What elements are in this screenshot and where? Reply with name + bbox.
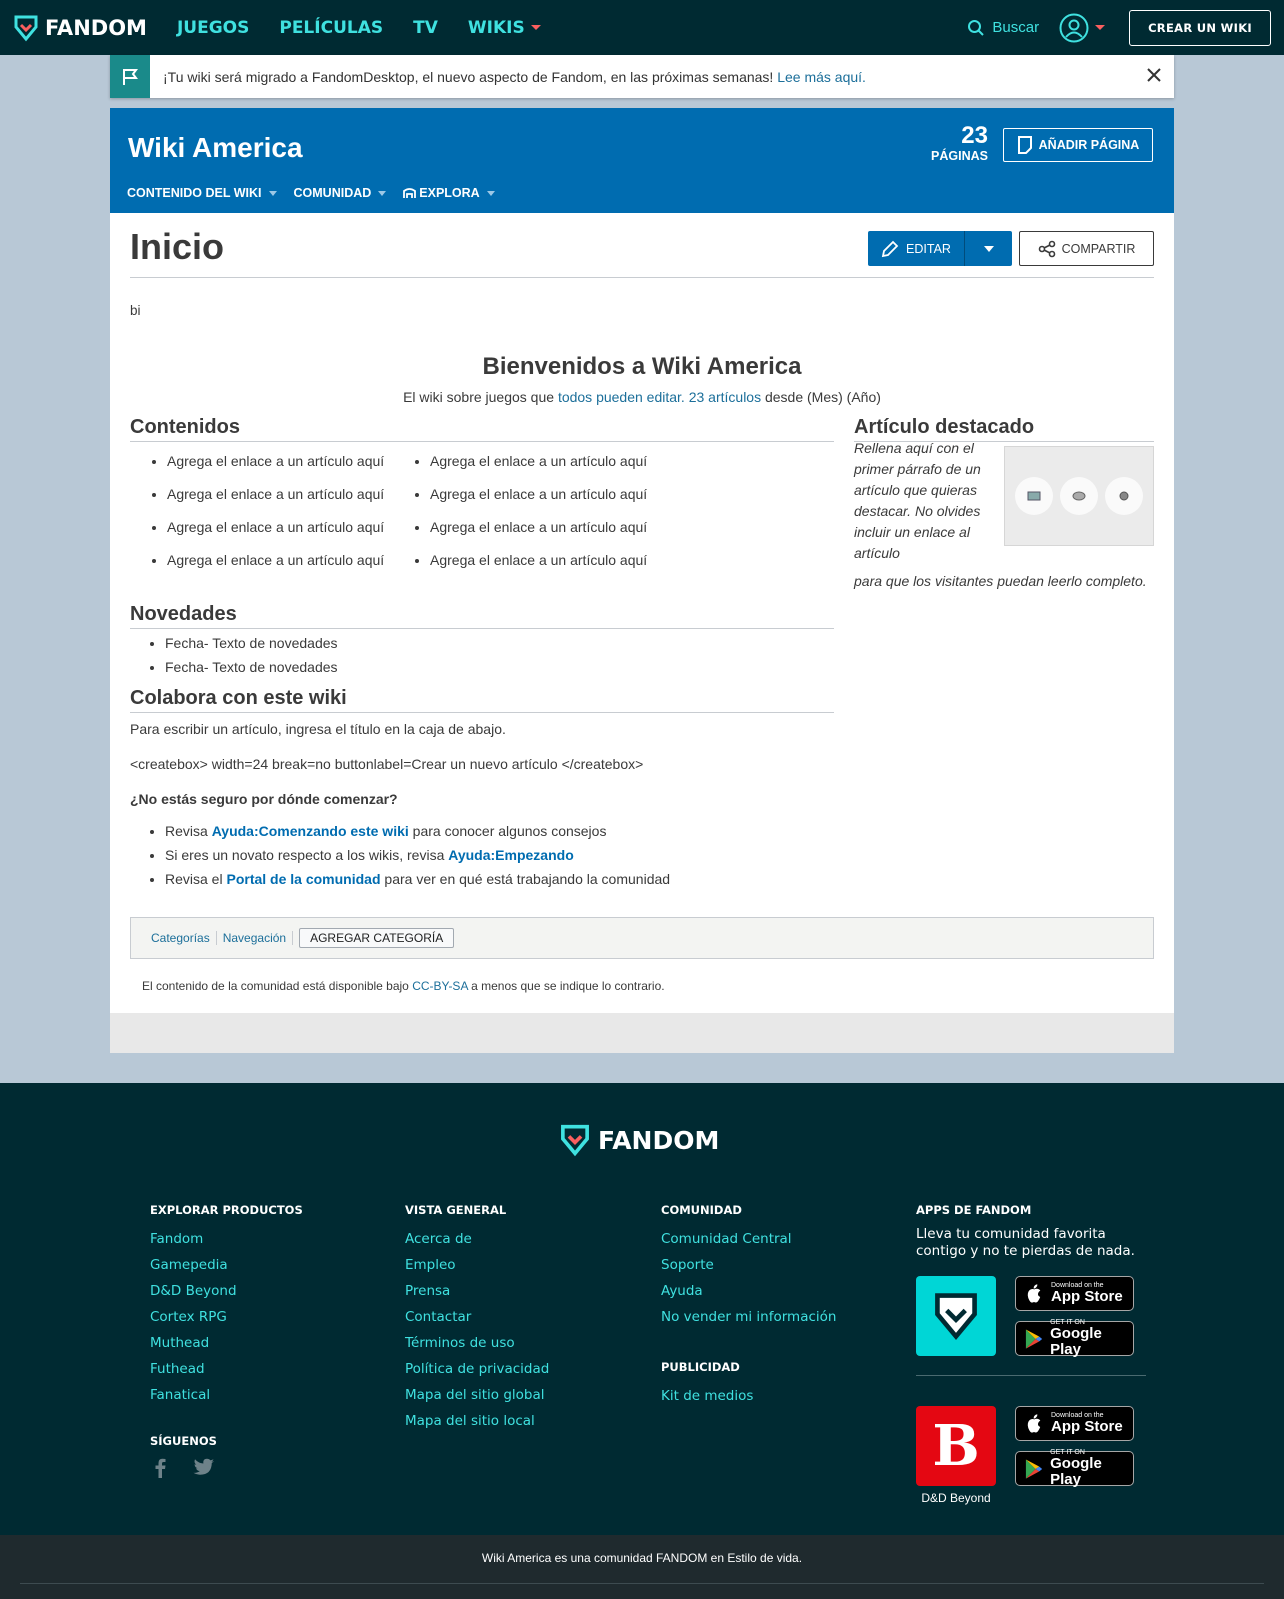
license-post: a menos que se indique lo contrario. <box>471 979 665 993</box>
featured-text: Rellena aquí con el primer párrafo de un artículo que quieras destacar. No olvides incluir un enlace al artículo <box>854 440 981 561</box>
footer-link-ddb[interactable]: D&D Beyond <box>150 1283 237 1299</box>
wiki-nav-explore-label: EXPLORA <box>419 186 480 200</box>
add-page-button[interactable] <box>1003 128 1153 162</box>
list-item[interactable]: • Agrega el enlace a un artículo aquí <box>167 486 430 502</box>
wiki-nav-content[interactable] <box>127 186 277 200</box>
edit-label: EDITAR <box>906 241 951 256</box>
footer-link-local-sitemap[interactable]: Mapa del sitio local <box>405 1413 535 1429</box>
user-menu[interactable] <box>1059 13 1105 43</box>
wiki-header <box>110 108 1174 213</box>
featured-text-end: para que los visitantes puedan leerlo completo. <box>854 573 1147 589</box>
edit-dropdown-button[interactable] <box>964 231 1012 266</box>
footer-link-careers[interactable]: Empleo <box>405 1257 456 1273</box>
add-page-label: AÑADIR PÁGINA <box>1038 138 1140 152</box>
categories-link[interactable]: Categorías <box>151 931 217 945</box>
explore-icon <box>403 188 416 199</box>
footer-apps <box>916 1203 1136 1260</box>
ddb-label: D&D Beyond <box>921 1491 991 1505</box>
footer-link-about[interactable]: Acerca de <box>405 1231 472 1247</box>
ddb-logo-icon: B <box>932 1413 980 1479</box>
nav-wikis-label: WIKIS <box>467 17 525 38</box>
search-icon <box>967 19 985 37</box>
footer-link-futhead[interactable]: Futhead <box>150 1361 205 1377</box>
intro-text: bi <box>130 303 141 318</box>
advertising-heading: PUBLICIDAD <box>661 1360 740 1374</box>
contents-list <box>167 453 670 568</box>
subtitle-post: desde (Mes) (Año) <box>764 389 881 405</box>
footer-bottom-bar <box>0 1535 1284 1599</box>
twitter-icon[interactable] <box>192 1457 216 1479</box>
wiki-nav-community-label: COMUNIDAD <box>293 186 372 200</box>
badge-small-text: GET IT ON <box>1050 1449 1085 1456</box>
list-item[interactable]: • Agrega el enlace a un artículo aquí <box>430 486 670 502</box>
share-label: COMPARTIR <box>1061 241 1136 256</box>
help-pre: Revisa <box>165 823 208 839</box>
footer-link-do-not-sell[interactable]: No vender mi información <box>661 1309 837 1325</box>
subtitle-pre: El wiki sobre juegos que <box>403 389 555 405</box>
footer-link-fanatical[interactable]: Fanatical <box>150 1387 211 1403</box>
createbox-text: <createbox> width=24 break=no buttonlabel=Crear un nuevo artículo </createbox> <box>130 756 644 772</box>
list-item[interactable]: • Agrega el enlace a un artículo aquí <box>167 552 430 568</box>
wiki-nav-explore[interactable] <box>403 186 494 200</box>
license-link[interactable]: CC-BY-SA <box>412 979 468 993</box>
list-item <box>165 823 670 839</box>
facebook-icon[interactable] <box>150 1457 170 1479</box>
fandom-heart-icon <box>12 14 40 42</box>
category-bar <box>130 917 1154 959</box>
chevron-down-icon <box>1095 25 1105 30</box>
banner-text: ¡Tu wiki será migrado a FandomDesktop, el nuevo aspecto de Fandom, en las próximas semanas! <box>163 68 774 85</box>
list-item[interactable]: • Agrega el enlace a un artículo aquí <box>430 453 670 469</box>
wiki-title[interactable]: Wiki America <box>128 132 303 163</box>
footer-link-help[interactable]: Ayuda <box>661 1283 703 1299</box>
fandom-google-play-button[interactable] <box>1015 1321 1134 1356</box>
article-content <box>110 213 1174 1013</box>
create-wiki-button[interactable]: CREAR UN WIKI <box>1129 10 1271 46</box>
share-button[interactable] <box>1019 231 1154 266</box>
list-item <box>165 847 670 863</box>
list-item <box>165 871 670 887</box>
footer-link-terms[interactable]: Términos de uso <box>405 1335 515 1351</box>
nav-tv[interactable]: TV <box>413 17 438 38</box>
wiki-nav-community[interactable] <box>294 186 387 200</box>
fandom-logo-text: FANDOM <box>45 15 147 40</box>
list-item: • Fecha- Texto de novedades <box>165 635 338 651</box>
user-avatar-icon <box>1059 13 1089 43</box>
footer-community <box>661 1203 836 1409</box>
migration-banner <box>110 55 1174 98</box>
license-text <box>142 979 665 993</box>
not-sure-question: ¿No estás seguro por dónde comenzar? <box>130 791 398 807</box>
list-item[interactable]: • Agrega el enlace a un artículo aquí <box>167 519 430 535</box>
ddb-app-icon[interactable] <box>916 1406 996 1486</box>
page-count: 23 <box>961 122 988 149</box>
list-item[interactable]: • Agrega el enlace a un artículo aquí <box>430 552 670 568</box>
badge-big-text: App Store <box>1051 1418 1123 1435</box>
edit-button[interactable] <box>868 231 964 266</box>
pencil-icon <box>881 240 899 258</box>
footer-link-contact[interactable]: Contactar <box>405 1309 472 1325</box>
footer-explore-products <box>150 1203 303 1479</box>
search-button[interactable] <box>967 19 1039 37</box>
help-pre: Revisa el <box>165 871 223 887</box>
badge-small-text: Download on the <box>1051 1412 1104 1419</box>
nav-games[interactable]: JUEGOS <box>176 17 250 38</box>
welcome-subtitle <box>110 389 1174 405</box>
add-category-button[interactable]: AGREGAR CATEGORÍA <box>299 928 454 948</box>
license-pre: El contenido de la comunidad está disponible bajo <box>142 979 409 993</box>
top-navigation <box>0 0 1284 55</box>
nav-wikis[interactable] <box>468 18 541 38</box>
title-divider <box>130 277 1154 278</box>
help-post: para ver en qué está trabajando la comunidad <box>384 871 671 887</box>
google-play-icon <box>1024 1328 1043 1350</box>
footer-link-privacy[interactable]: Política de privacidad <box>405 1361 550 1377</box>
news-heading: Novedades <box>130 603 834 629</box>
fandom-logo[interactable] <box>12 14 147 42</box>
featured-heading: Artículo destacado <box>854 416 1154 442</box>
banner-read-more-link[interactable]: Lee más aquí. <box>777 68 866 85</box>
wiki-nav-content-label: CONTENIDO DEL WIKI <box>127 186 262 200</box>
badge-big-text: Google Play <box>1050 1455 1102 1488</box>
ddb-app-store-button[interactable] <box>1015 1406 1134 1441</box>
footer-link-media-kit[interactable]: Kit de medios <box>661 1388 754 1404</box>
community-note: Wiki America es una comunidad FANDOM en Estilo de vida. <box>481 1551 803 1565</box>
gallery-icon <box>1060 477 1098 515</box>
fandom-app-icon[interactable] <box>916 1276 996 1356</box>
list-item[interactable]: • Agrega el enlace a un artículo aquí <box>430 519 670 535</box>
video-icon <box>1105 477 1143 515</box>
badge-small-text: GET IT ON <box>1050 1319 1085 1326</box>
bottom-divider <box>20 1583 1264 1584</box>
footer-link-support[interactable]: Soporte <box>661 1257 714 1273</box>
nav-movies[interactable]: PELÍCULAS <box>279 17 384 38</box>
site-footer <box>0 1083 1284 1535</box>
help-list <box>165 823 670 895</box>
footer-link-fandom[interactable]: Fandom <box>150 1231 204 1247</box>
chevron-down-icon <box>378 191 386 196</box>
footer-overview <box>405 1203 549 1434</box>
badge-small-text: Download on the <box>1051 1282 1104 1289</box>
image-icon <box>1015 477 1053 515</box>
banner-message <box>163 69 866 85</box>
navigation-link[interactable]: Navegación <box>223 931 293 945</box>
search-label: Buscar <box>992 19 1040 36</box>
close-icon[interactable] <box>1146 67 1162 88</box>
help-getting-started-link[interactable]: Ayuda:Empezando <box>448 847 574 863</box>
fandom-app-store-button[interactable] <box>1015 1276 1134 1311</box>
footer-link-muthead[interactable]: Muthead <box>150 1335 210 1351</box>
chevron-down-icon <box>269 191 277 196</box>
overview-heading: VISTA GENERAL <box>405 1203 507 1217</box>
apple-icon <box>1024 1283 1044 1305</box>
badge-big-text: App Store <box>1051 1288 1123 1305</box>
page-title: Inicio <box>130 226 225 267</box>
news-list <box>165 635 338 683</box>
featured-image-placeholder[interactable] <box>1004 446 1154 546</box>
badge-big-text: Google Play <box>1050 1325 1102 1358</box>
page-counter <box>931 122 988 163</box>
apps-description: Lleva tu comunidad favorita contigo y no te pierdas de nada. <box>916 1226 1135 1259</box>
footer-link-global-sitemap[interactable]: Mapa del sitio global <box>405 1387 545 1403</box>
list-item[interactable]: • Agrega el enlace a un artículo aquí <box>167 453 430 469</box>
chevron-down-icon <box>984 246 994 252</box>
page-count-label: PÁGINAS <box>931 149 988 163</box>
apps-heading: APPS DE FANDOM <box>916 1203 1032 1217</box>
help-post: para conocer algunos consejos <box>412 823 607 839</box>
collaborate-heading: Colabora con este wiki <box>130 687 834 713</box>
community-heading: COMUNIDAD <box>661 1203 742 1217</box>
contents-heading: Contenidos <box>130 416 834 442</box>
article-count-link[interactable]: 23 artículos <box>688 389 762 405</box>
flag-icon <box>110 55 150 98</box>
new-page-icon <box>1017 136 1033 154</box>
follow-us-heading: SÍGUENOS <box>150 1434 217 1448</box>
apps-divider <box>916 1375 1146 1376</box>
community-portal-link[interactable]: Portal de la comunidad <box>226 871 381 887</box>
footer-link-community-central[interactable]: Comunidad Central <box>661 1231 792 1247</box>
apple-icon <box>1024 1413 1044 1435</box>
help-start-wiki-link[interactable]: Ayuda:Comenzando este wiki <box>211 823 409 839</box>
footer-link-cortex[interactable]: Cortex RPG <box>150 1309 227 1325</box>
explore-products-heading: EXPLORAR PRODUCTOS <box>150 1203 303 1217</box>
google-play-icon <box>1024 1458 1043 1480</box>
list-item: • Fecha- Texto de novedades <box>165 659 338 675</box>
footer-logo[interactable] <box>558 1123 719 1157</box>
share-icon <box>1038 240 1056 258</box>
article-footer-strip <box>110 1013 1174 1053</box>
chevron-down-icon <box>487 191 495 196</box>
ddb-google-play-button[interactable] <box>1015 1451 1134 1486</box>
footer-logo-text: FANDOM <box>598 1125 720 1155</box>
footer-link-gamepedia[interactable]: Gamepedia <box>150 1257 228 1273</box>
fandom-heart-icon <box>558 1123 592 1157</box>
footer-link-press[interactable]: Prensa <box>405 1283 451 1299</box>
welcome-heading: Bienvenidos a Wiki America <box>482 353 802 380</box>
collaborate-text: Para escribir un artículo, ingresa el título en la caja de abajo. <box>130 721 506 737</box>
everyone-can-edit-link[interactable]: todos pueden editar. <box>557 389 685 405</box>
help-pre: Si eres un novato respecto a los wikis, revisa <box>165 847 445 863</box>
chevron-down-icon <box>531 25 541 30</box>
